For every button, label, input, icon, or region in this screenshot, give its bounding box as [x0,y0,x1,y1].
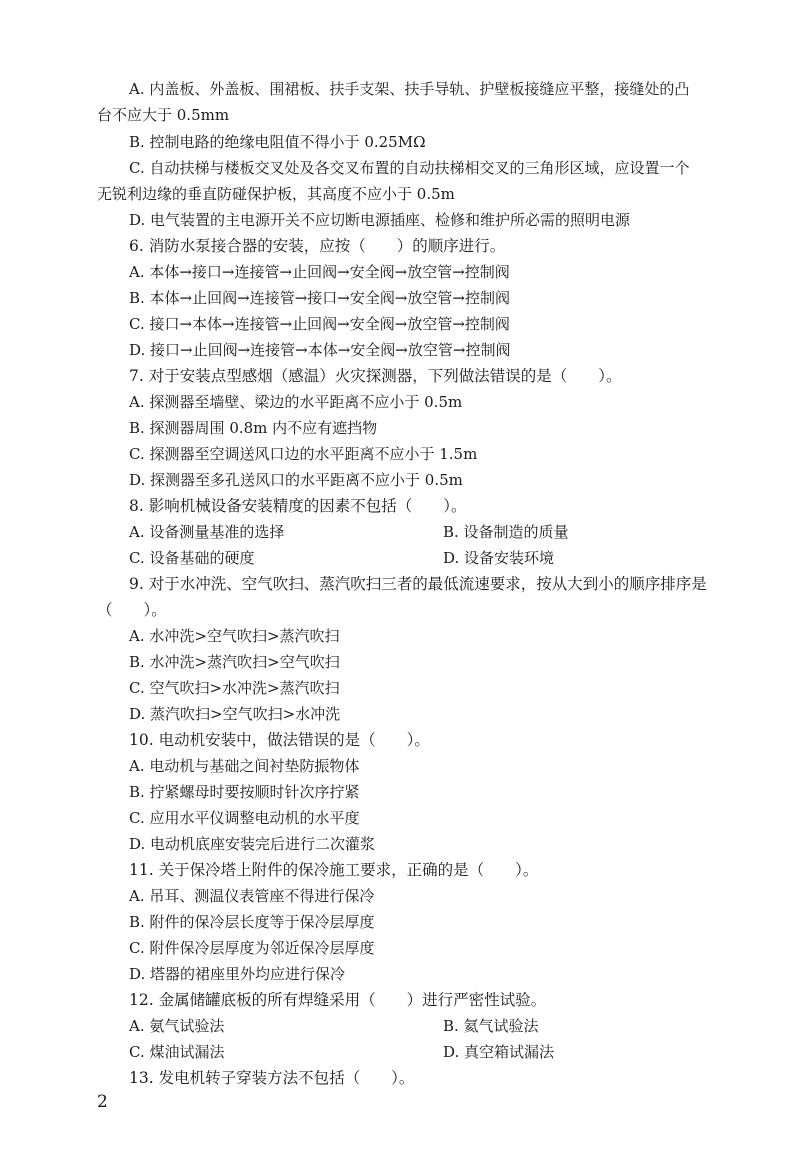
q9-stem-line1: 9. 对于水冲洗、空气吹扫、蒸汽吹扫三者的最低流速要求，按从大到小的顺序排序是 [129,575,707,593]
q11-option-b: B. 附件的保冷层长度等于保冷层厚度 [129,913,375,931]
q8-option-a: A. 设备测量基准的选择 [129,523,285,541]
q5-option-d: D. 电气装置的主电源开关不应切断电源插座、检修和维护所必需的照明电源 [129,211,631,229]
q10-option-a: A. 电动机与基础之间衬垫防振物体 [129,757,360,775]
q6-option-d: D. 接口→止回阀→连接管→本体→安全阀→放空管→控制阀 [129,341,511,359]
q9-option-b: B. 水冲洗>蒸汽吹扫>空气吹扫 [129,653,340,671]
q11-option-c: C. 附件保冷层厚度为邻近保冷层厚度 [129,939,375,957]
q6-stem: 6. 消防水泵接合器的安装，应按（ ）的顺序进行。 [129,237,506,255]
q8-stem: 8. 影响机械设备安装精度的因素不包括（ ）。 [129,497,467,515]
q12-option-a: A. 氨气试验法 [129,1017,225,1035]
q7-option-c: C. 探测器至空调送风口边的水平距离不应小于 1.5m [129,445,478,463]
q11-stem: 11. 关于保冷塔上附件的保冷施工要求，正确的是（ ）。 [129,861,539,879]
q11-option-d: D. 塔器的裙座里外均应进行保冷 [129,965,346,983]
q12-option-c: C. 煤油试漏法 [129,1043,225,1061]
q7-option-a: A. 探测器至墙壁、梁边的水平距离不应小于 0.5m [129,393,463,411]
q6-option-a: A. 本体→接口→连接管→止回阀→安全阀→放空管→控制阀 [129,263,510,281]
q9-option-d: D. 蒸汽吹扫>空气吹扫>水冲洗 [129,705,341,723]
q13-stem: 13. 发电机转子穿装方法不包括（ ）。 [129,1069,415,1087]
q7-option-b: B. 探测器周围 0.8m 内不应有遮挡物 [129,419,378,437]
q5-option-a-line2: 台不应大于 0.5mm [97,106,230,124]
q10-option-b: B. 拧紧螺母时要按顺时针次序拧紧 [129,783,360,801]
q5-option-c-line2: 无锐利边缘的垂直防碰保护板，其高度不应小于 0.5m [97,185,455,203]
q5-option-b: B. 控制电路的绝缘电阻值不得小于 0.25MΩ [129,133,426,151]
q9-option-a: A. 水冲洗>空气吹扫>蒸汽吹扫 [129,627,340,645]
q8-option-d: D. 设备安装环境 [443,549,555,567]
q10-option-d: D. 电动机底座安装完后进行二次灌浆 [129,835,376,853]
q7-stem: 7. 对于安装点型感烟（感温）火灾探测器，下列做法错误的是（ ）。 [129,367,622,385]
q6-option-b: B. 本体→止回阀→连接管→接口→安全阀→放空管→控制阀 [129,289,510,307]
q8-option-c: C. 设备基础的硬度 [129,549,255,567]
q5-option-a-line1: A. 内盖板、外盖板、围裙板、扶手支架、扶手导轨、护壁板接缝应平整，接缝处的凸 [129,80,690,98]
q7-option-d: D. 探测器至多孔送风口的水平距离不应小于 0.5m [129,471,463,489]
q9-option-c: C. 空气吹扫>水冲洗>蒸汽吹扫 [129,679,340,697]
q8-option-b: B. 设备制造的质量 [443,523,569,541]
q10-stem: 10. 电动机安装中，做法错误的是（ ）。 [129,731,430,749]
q12-option-d: D. 真空箱试漏法 [443,1043,555,1061]
q10-option-c: C. 应用水平仪调整电动机的水平度 [129,809,360,827]
q11-option-a: A. 吊耳、测温仪表管座不得进行保冷 [129,887,375,905]
q9-stem-line2: （ ）。 [97,601,167,619]
q12-option-b: B. 氦气试验法 [443,1017,539,1035]
q6-option-c: C. 接口→本体→连接管→止回阀→安全阀→放空管→控制阀 [129,315,510,333]
page-number: 2 [97,1092,108,1112]
q5-option-c-line1: C. 自动扶梯与楼板交叉处及各交叉布置的自动扶梯相交叉的三角形区域，应设置一个 [129,159,690,177]
q12-stem: 12. 金属储罐底板的所有焊缝采用（ ）进行严密性试验。 [129,991,547,1009]
